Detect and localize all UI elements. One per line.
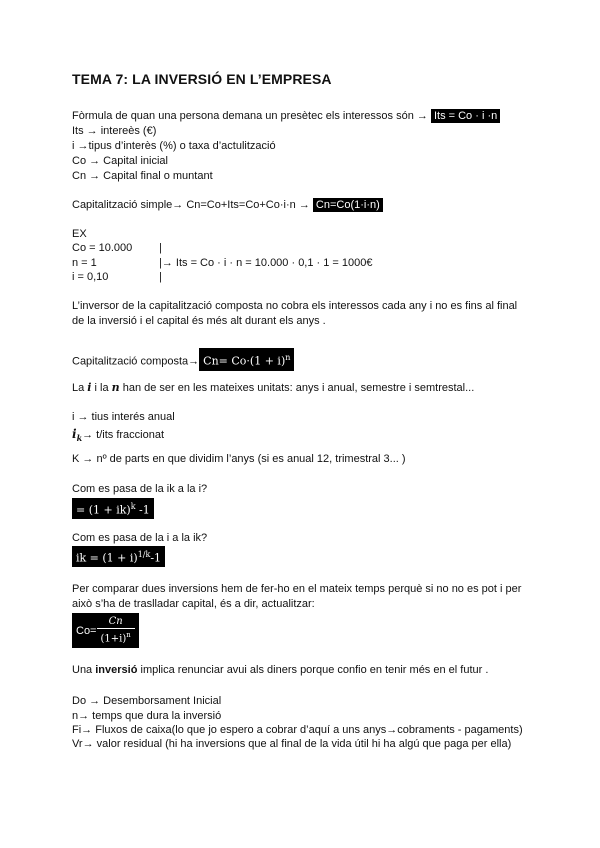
formula-1-line (72, 498, 154, 519)
example-label: EX (72, 228, 87, 240)
example-right: |→ Its = Co · i · n = 10.000 · 0,1 · 1 = 1000€ (159, 257, 373, 269)
simple-text: Capitalització simple→ Cn=Co+Its=Co+Co·i·n → (72, 199, 310, 211)
example-left: Co = 10.000 (72, 242, 133, 254)
example-row (72, 270, 108, 284)
definition-line: Cn → Capital final o muntant (72, 170, 213, 182)
formula-1 (72, 498, 154, 519)
list-item: n→ temps que dura la inversió (72, 710, 222, 722)
page-title: TEMA 7: LA INVERSIÓ EN L’EMPRESA (72, 71, 332, 87)
composta-text: Capitalització composta→ (72, 355, 200, 368)
composta-paragraph-line: L’inversor de la capitalització composta no cobra els interessos cada any i no es fins al final (72, 300, 518, 312)
actualitzar-lhs: Co= (76, 624, 97, 637)
fraction-numerator: Cn (108, 616, 123, 627)
actualitzar-formula (72, 613, 139, 648)
inversio-text: implica renunciar avui als diners porque confio en tenir més en el futur . (137, 664, 489, 676)
ik-text: → t/its fraccionat (82, 429, 165, 441)
inversio-bold: inversió (95, 664, 138, 676)
question-2: Com es pasa de la i a la ik? (72, 532, 208, 544)
intro-text: Fòrmula de quan una persona demana un presètec els interessos són → (72, 110, 428, 122)
units-line (72, 381, 474, 395)
actualitzar-fraction (97, 616, 135, 645)
composta-line (72, 348, 294, 371)
definition-line: Its → intereès (€) (72, 125, 157, 137)
definition-line: Co → Capital inicial (72, 155, 168, 167)
units-text: i la (91, 382, 112, 394)
var-i-line: i → tius interés anual (72, 411, 175, 423)
actualitzar-formula-line (72, 613, 139, 648)
inversio-text: Una (72, 664, 96, 676)
formula-2-text: ik = (1 + i) (76, 551, 138, 565)
denominator-exponent: n (126, 631, 131, 639)
units-text: La (72, 382, 88, 394)
units-var-n: n (111, 381, 120, 394)
formula-2-line (72, 546, 165, 567)
list-item: Do → Desemborsament Inicial (72, 695, 222, 707)
example-right: | (159, 242, 162, 254)
inversio-line (72, 663, 488, 677)
formula-2-exponent: 1/k (137, 550, 151, 559)
formula-2 (72, 546, 165, 567)
comparar-line: Per comparar dues inversions hem de fer-ho en el mateix temps perquè si no no es pot i per (72, 583, 522, 595)
example-row (72, 256, 97, 270)
units-text: han de ser en les mateixes unitats: anys i anual, semestre i semtrestal... (119, 382, 475, 394)
formula-1-text: = (1 + ik) (76, 503, 131, 517)
units-var-i: i (87, 381, 92, 394)
simple-capitalization-line (72, 198, 383, 212)
question-1: Com es pasa de la ik a la i? (72, 483, 208, 495)
comparar-line: això s’ha de traslladar capital, és a dir, actualitzar: (72, 598, 315, 610)
denominator-text: (1+i) (100, 633, 127, 645)
example-left: n = 1 (72, 257, 97, 269)
list-item: Fi→ Fluxos de caixa(lo que jo espero a cobrar d’aquí a uns anys→cobraments - pagaments) (72, 724, 523, 736)
definition-line: i →tipus d’interès (%) o taxa d’actulització (72, 140, 276, 152)
composta-exponent: n (285, 353, 291, 362)
formula-1-exponent: k (130, 502, 136, 511)
composta-paragraph-line: de la inversió i el capital és més alt durant els anys . (72, 315, 326, 327)
var-ik-line (72, 427, 164, 445)
simple-formula: Cn=Co(1·i·n) (313, 198, 383, 212)
composta-formula (199, 348, 294, 371)
fraction-denominator (97, 628, 135, 645)
example-left: i = 0,10 (72, 271, 109, 283)
ik-subscript: k (76, 433, 83, 444)
example-row (72, 241, 132, 255)
composta-formula-text: Cn= Co·(1 + i) (203, 354, 286, 368)
intro-line (72, 109, 500, 123)
intro-formula: Its = Co · i ·n (431, 109, 500, 123)
list-item: Vr→ valor residual (hi ha inversions que al final de la vida útil hi ha algú que paga per ella) (72, 738, 512, 750)
example-right: | (159, 271, 162, 283)
var-k-line: K → nº de parts en que dividim l’anys (si es anual 12, trimestral 3... ) (72, 453, 406, 465)
ik-symbol: i (72, 427, 77, 441)
formula-1-tail: -1 (135, 503, 150, 517)
formula-2-tail: -1 (150, 551, 162, 565)
